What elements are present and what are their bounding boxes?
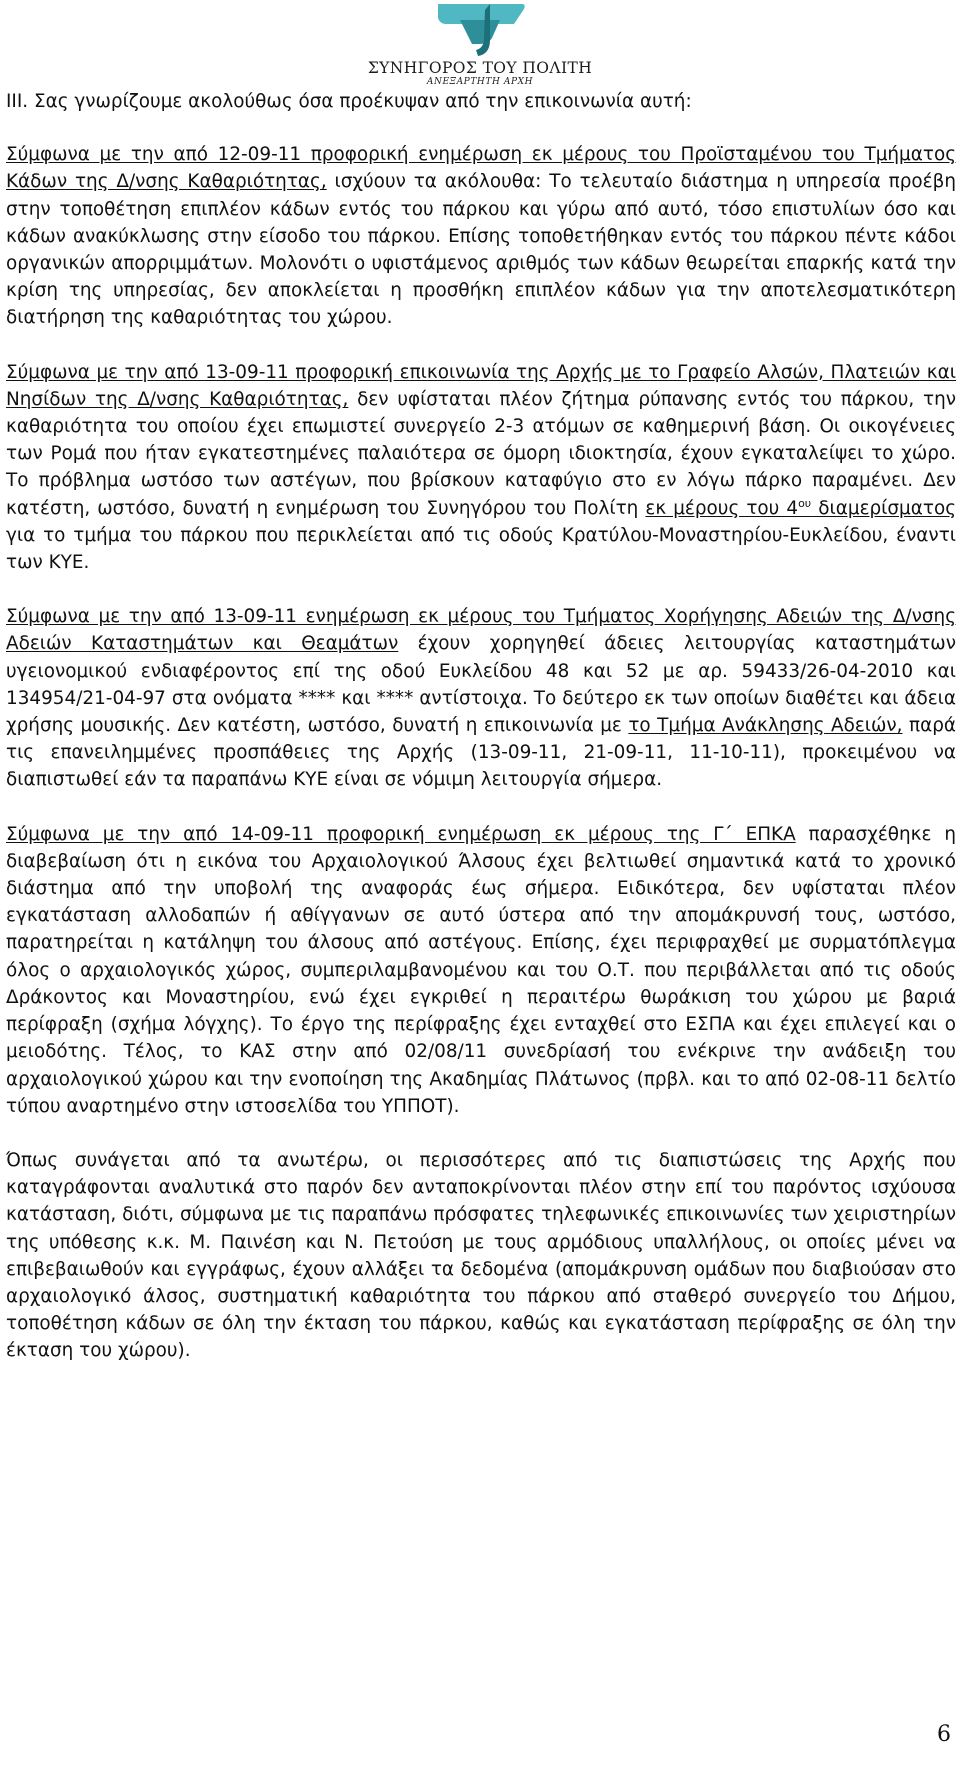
paragraph-parks-office — [6, 359, 956, 577]
paragraph-lead: Σύμφωνα με την από 13-09-11 προφορική επικοινωνία της Αρχής με το Γραφείο Αλσών, Πλατειών και Νησίδων της Δ/νσης Καθαριότητας, — [6, 361, 956, 410]
paragraph-text: ισχύουν τα ακόλουθα: Το τελευταίο διάστημα η υπηρεσία προέβη στην τοποθέτηση επιπλέον κάδων εντός του πάρκου και γύρω από αυτό, τόσο επιστυλίων όσο και κάδων ανακύκλωσης στην είσοδο του πάρκου. Επίσης τοποθετήθηκαν εντός του πάρκου πέντε κάδοι οργανικών απορριμμάτων. Μολονότι ο υφιστάμενος αριθμός των κάδων θεωρείται επαρκής κατά την κρίση της υπηρεσίας, δεν αποκλείεται η προσθήκη επιπλέον κάδων για την αποτελεσματικότερη διατήρηση της καθαριότητας του χώρου. — [6, 171, 956, 329]
section-heading: III. Σας γνωρίζουμε ακολούθως όσα προέκυψαν από την επικοινωνία αυτή: — [6, 91, 692, 112]
paragraph-text: για το τμήμα του πάρκου που περικλείεται από τις οδούς Κρατύλου-Μοναστηρίου-Ευκλείδου, έναντι των ΚΥΕ. — [6, 524, 956, 574]
paragraph-text: παρά τις επανειλημμένες προσπάθειες της Αρχής (13-09-11, 21-09-11, 11-10-11), προκειμένου να διαπιστωθεί εάν τα παραπάνω ΚΥΕ είναι σε νόμιμη λειτουργία σήμερα. — [6, 715, 957, 791]
ordinal-suffix: ου — [798, 496, 812, 510]
paragraph-cleaning-department — [6, 141, 956, 331]
paragraph-text: παρασχέθηκε η διαβεβαίωση ότι η εικόνα του Αρχαιολογικού Άλσους έχει βελτιωθεί σημαντικά κατά το χρονικό διάστημα από την υποβολή της αναφοράς έως σήμερα. Ειδικότερα, δεν υφίσταται πλέον εγκατάσταση αλλοδαπών ή αθίγγανων σε αυτό ύστερα από την απομάκρυνσή τους, ωστόσο, παρατηρείται η κατάληψη του άλσους από αστέγους. Επίσης, έχει περιφραχθεί με συρματόπλεγμα όλος ο αρχαιολογικός χώρος, συμπεριλαμβανομένου και του Ο.Τ. που περιβάλλεται από τις οδούς Δράκοντος και Μοναστηρίου, ενώ έχει εγκριθεί η περαιτέρω θωράκιση του χώρου με βαριά περίφραξη (σχήμα λόγχης). Το έργο της περίφραξης έχει ενταχθεί στο ΕΣΠΑ και έχει επιλεγεί και ο μειοδότης. Τέλος, το ΚΑΣ στην από 02/08/11 συνεδρίασή του ενέκρινε την ανάδειξη του αρχαιολογικού χώρου και την ενοποίηση της Ακαδημίας Πλάτωνος (πρβλ. και το από 02-08-11 δελτίο τύπου αναρτημένο στην ιστοσελίδα του ΥΠΠΟΤ). — [6, 823, 956, 1117]
paragraph-conclusion: Όπως συνάγεται από τα ανωτέρω, οι περισσότερες από τις διαπιστώσεις της Αρχής που καταγράφονται αναλυτικά στο παρόν δεν ανταποκρίνονται πλέον στην επί του παρόντος ισχύουσα κατάσταση, διότι, σύμφωνα με τις παραπάνω πρόσφατες τηλεφωνικές επικοινωνίες των χειριστηρίων της υπόθεσης κ.κ. Μ. Παινέση και Ν. Πετούση με τους αρμόδιους υπαλλήλους, οι οποίες μένει να επιβεβαιωθούν και εγγράφως, έχουν αλλάξει τα δεδομένα (απομάκρυνση ομάδων που διαβιούσαν στο αρχαιολογικό άλσος, συστηματική καθαριότητα του πάρκου από σταθερό συνεργείο του Δήμου, τοποθέτηση κάδων σε όλη την έκταση του πάρκου, καθώς και εγκατάσταση περίφραξης σε όλη την έκταση του χώρου). — [6, 1149, 956, 1362]
page-number: 6 — [937, 1722, 951, 1747]
paragraph-text: δεν υφίσταται πλέον ζήτημα ρύπανσης εντός του πάρκου, την καθαριότητα του οποίου έχει επωμιστεί συνεργείο 2-3 ατόμων σε καθημερινή βάση. Οι οικογένειες των Ρομά που ήταν εγκατεστημένες παλαιότερα σε όμορη ιδιοκτησία, έχουν εγκαταλείψει το χώρο. Το πρόβλημα ωστόσο των αστέγων, που βρίσκουν καταφύγιο στο εν λόγω πάρκο παραμένει. Δεν κατέστη, ωστόσο, δυνατή η ενημέρωση του Συνηγόρου του Πολίτη — [6, 388, 956, 519]
logo-subtitle: ΑΝΕΞΑΡΤΗΤΗ ΑΡΧΗ — [426, 77, 534, 87]
paragraph-licensing — [6, 603, 956, 793]
paragraph-underlined-phrase — [645, 498, 956, 519]
paragraph-lead: Σύμφωνα με την από 14-09-11 προφορική ενημέρωση εκ μέρους της Γ΄ ΕΠΚΑ — [6, 823, 796, 845]
ombudsman-logo-icon — [430, 0, 530, 58]
paragraph-antiquities — [6, 821, 956, 1120]
logo-name: ΣΥΝΗΓΟΡΟΣ ΤΟΥ ΠΟΛΙΤΗ — [367, 59, 593, 77]
phrase-part: διαμερίσματος — [811, 497, 957, 519]
paragraph-lead: Σύμφωνα με την από 13-09-11 ενημέρωση εκ μέρους του Τμήματος Χορήγησης Αδειών της Δ/νσης Αδειών Καταστημάτων και Θεαμάτων — [6, 606, 956, 655]
phrase-part: εκ μέρους του 4 — [645, 497, 799, 519]
paragraph-underlined-phrase: το Τμήμα Ανάκλησης Αδειών, — [628, 715, 903, 737]
ombudsman-logo — [365, 0, 595, 92]
paragraph-lead: Σύμφωνα με την από 12-09-11 προφορική ενημέρωση εκ μέρους του Προϊσταμένου του Τμήματος Κάδων της Δ/νσης Καθαριότητας, — [6, 144, 956, 193]
document-body — [6, 88, 956, 1365]
paragraph-text: έχουν χορηγηθεί άδειες λειτουργίας καταστημάτων υγειονομικού ενδιαφέροντος επί της οδού Ευκλείδου 48 και 52 με αρ. 59433/26-04-2010 και 134954/21-04-97 στα ονόματα **** και **** αντίστοιχα. Το δεύτερο εκ των οποίων διαθέτει και άδεια χρήσης μουσικής. Δεν κατέστη, ωστόσο, δυνατή η επικοινωνία με — [6, 633, 956, 737]
